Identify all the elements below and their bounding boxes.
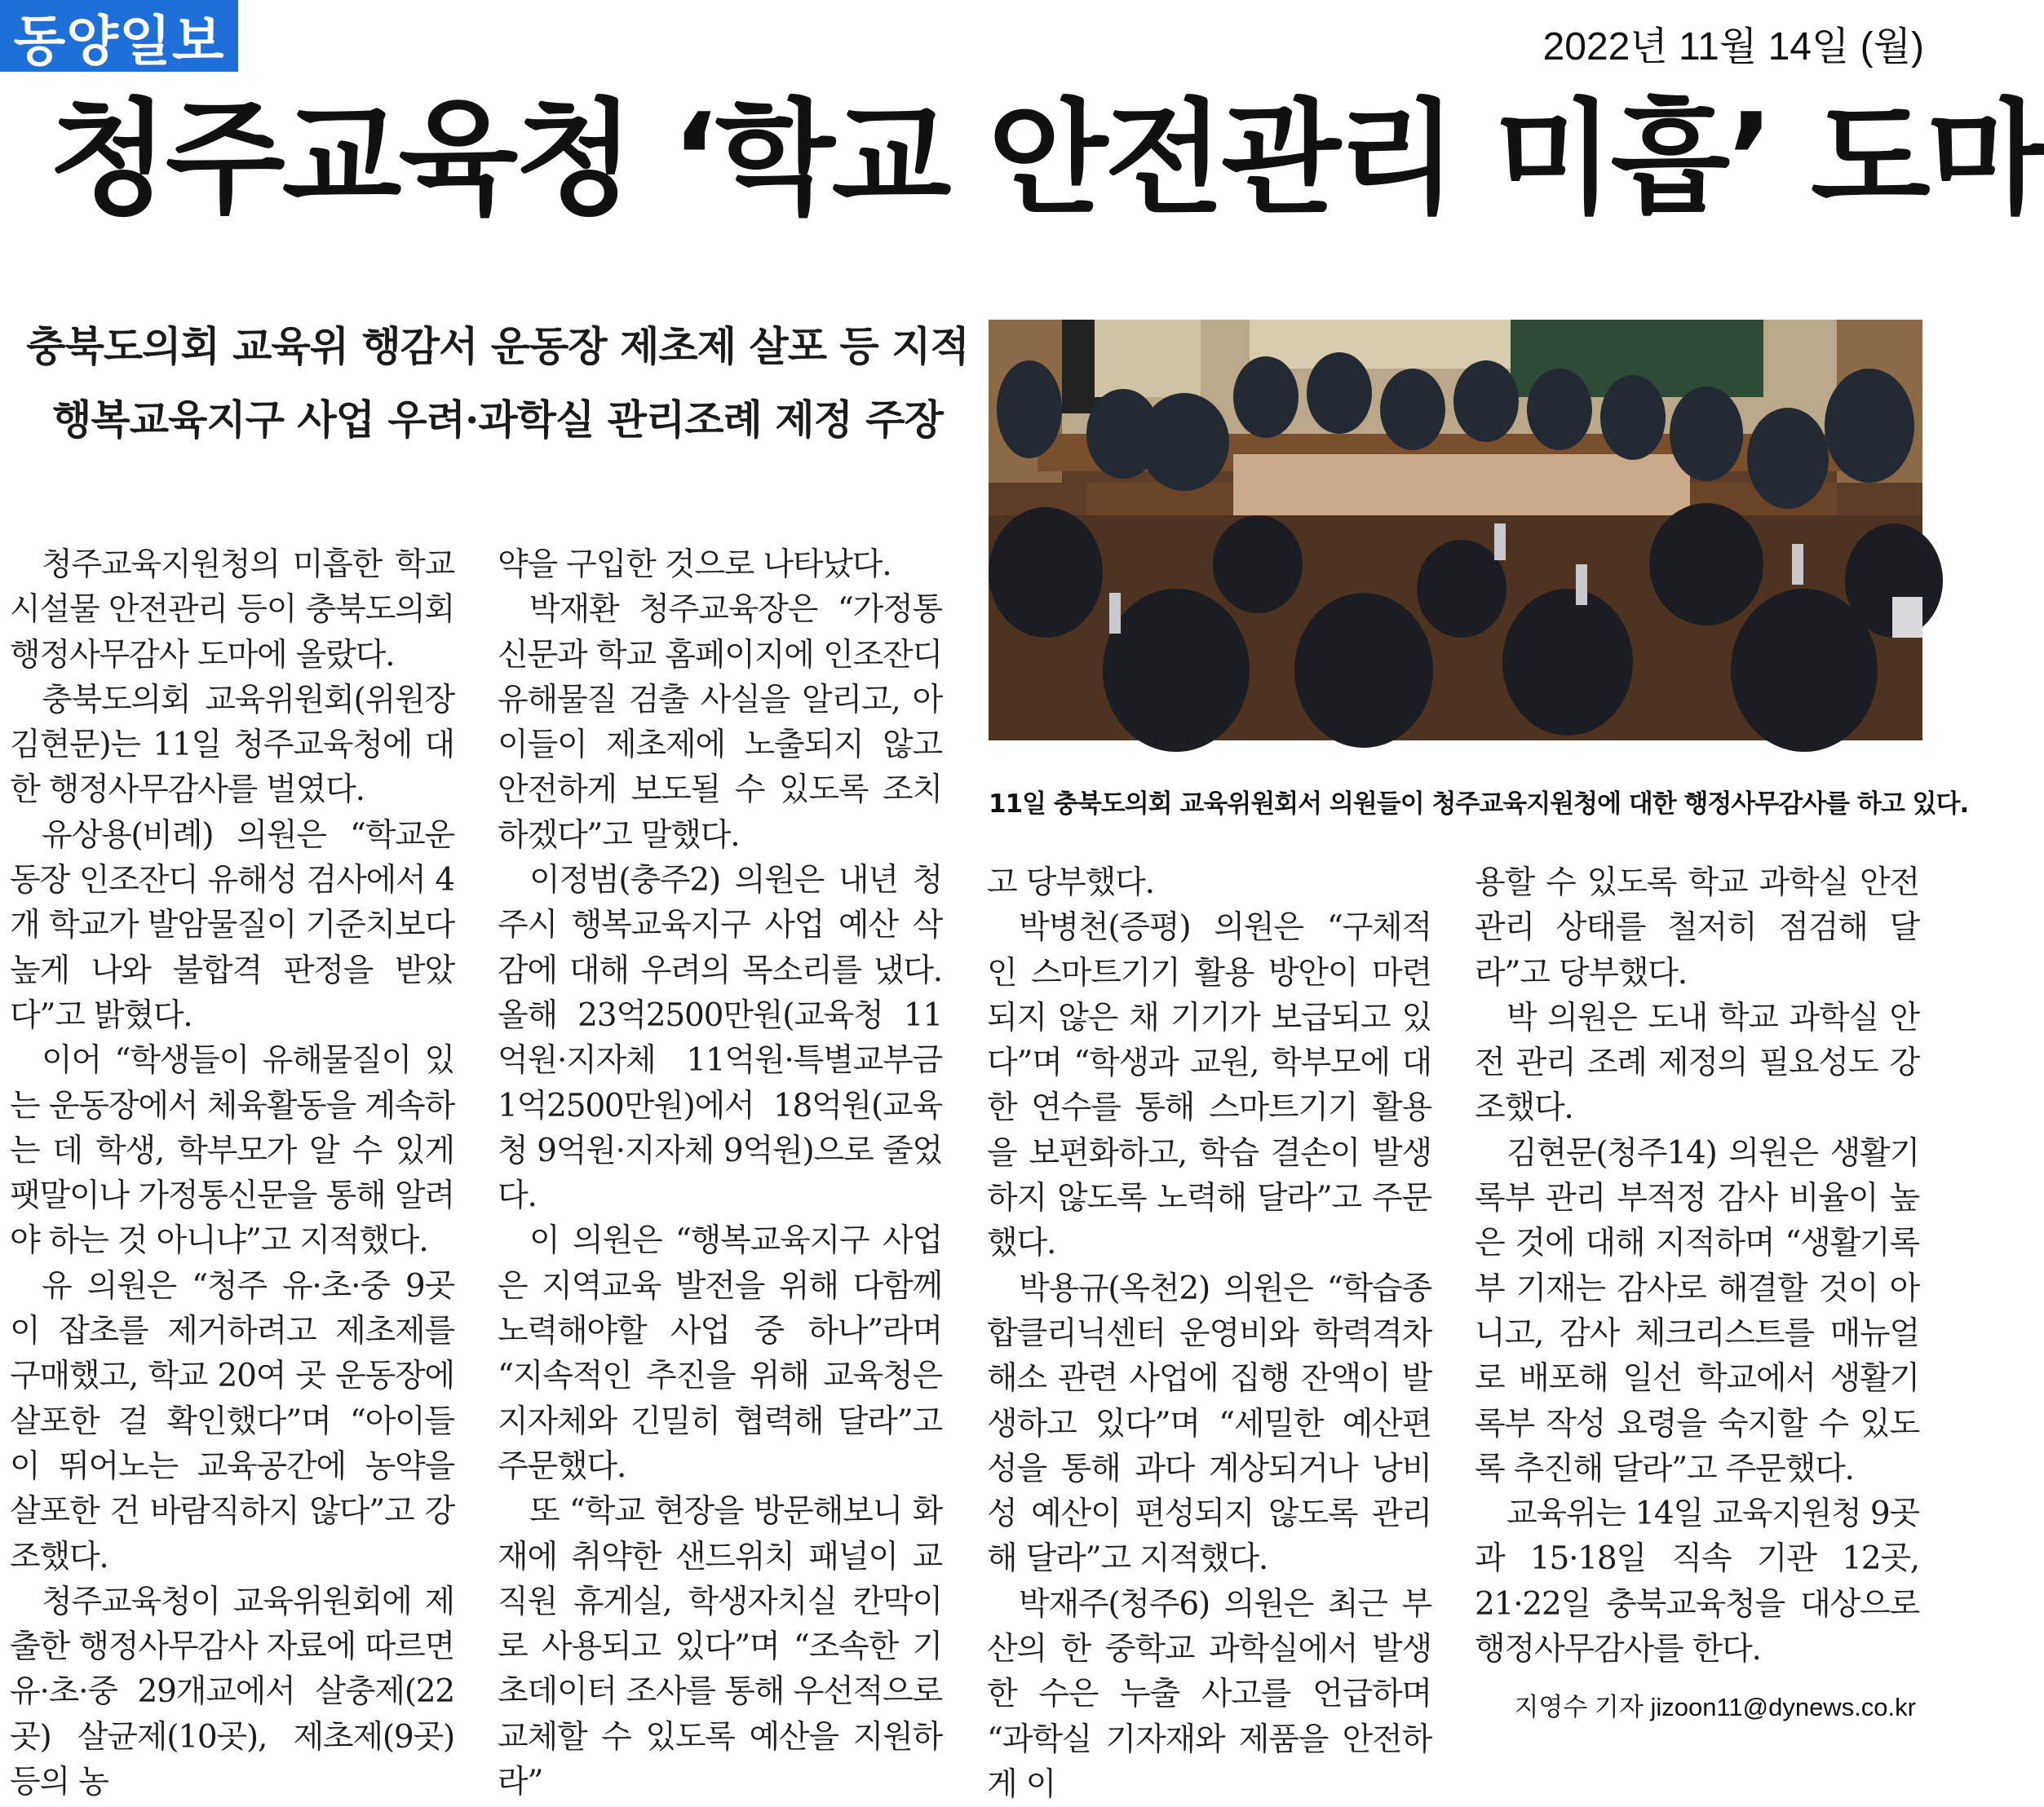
paragraph-continued: 약을 구입한 것으로 나타났다. bbox=[498, 546, 891, 583]
photo-illustration bbox=[989, 320, 1922, 740]
paragraph: 박재주(청주6) 의원은 최근 부산의 한 중학교 과학실에서 발생한 수은 누출 사고를 언급하며 “과학실 기자재와 제품을 안전하게 이 bbox=[987, 1585, 1431, 1803]
paragraph: 유상용(비례) 의원은 “학교운동장 인조잔디 유해성 검사에서 4개 학교가 발암물질이 기준치보다 높게 나와 불합격 판정을 받았다”고 밝혔다. bbox=[10, 816, 454, 1034]
article-headline: 청주교육청 ‘학교 안전관리 미흡’ 도마 bbox=[49, 86, 2044, 231]
subheadline-1: 충북도의회 교육위 행감서 운동장 제초제 살포 등 지적 bbox=[26, 322, 969, 370]
body-column-3 bbox=[987, 860, 1431, 1803]
paragraph: 충북도의회 교육위원회(위원장 김현문)는 11일 청주교육청에 대한 행정사무감사를 벌였다. bbox=[10, 681, 454, 809]
paragraph: 유 의원은 “청주 유·초·중 9곳이 잡초를 제거하려고 제초제를 구매했고, 학교 20여 곳 운동장에 살포한 걸 확인했다”며 “아이들이 뛰어노는 교육공간에 농약을 살포한 건 바람직하지 않다”고 강조했다. bbox=[10, 1267, 454, 1575]
paragraph: 또 “학교 현장을 방문해보니 화재에 취약한 샌드위치 패널이 교직원 휴게실, 학생자치실 칸막이로 사용되고 있다”며 “조속한 기초데이터 조사를 통해 우선적으로 교체할 수 있도록 예산을 지원하라” bbox=[498, 1493, 942, 1801]
subheadline-2: 행복교육지구 사업 우려·과학실 관리조례 제정 주장 bbox=[52, 395, 943, 444]
paragraph: 이 의원은 “행복교육지구 사업은 지역교육 발전을 위해 다함께 노력해야할 사업 중 하나”라며 “지속적인 추진을 위해 교육청은 지자체와 긴밀히 협력해 달라”고 주문했다. bbox=[498, 1222, 942, 1485]
paragraph: 박용규(옥천2) 의원은 “학습종합클리닉센터 운영비와 학력격차 해소 관련 사업에 집행 잔액이 발생하고 있다”며 “세밀한 예산편성을 통해 과다 계상되거나 낭비성 예산이 편성되지 않도록 관리해 달라”고 지적했다. bbox=[987, 1270, 1431, 1578]
paragraph: 교육위는 14일 교육지원청 9곳과 15·18일 직속 기관 12곳, 21·22일 충북교육청을 대상으로 행정사무감사를 한다. bbox=[1475, 1496, 1919, 1668]
photo-caption: 11일 충북도의회 교육위원회서 의원들이 청주교육지원청에 대한 행정사무감사를 하고 있다. bbox=[989, 789, 1969, 819]
body-column-4 bbox=[1475, 860, 1919, 1668]
publication-date: 2022년 11월 14일 (월) bbox=[1542, 25, 1924, 68]
news-photo-council-meeting bbox=[989, 320, 1922, 740]
paragraph: 박 의원은 도내 학교 과학실 안전 관리 조례 제정의 필요성도 강조했다. bbox=[1475, 999, 1919, 1127]
paragraph: 박재환 청주교육장은 “가정통신문과 학교 홈페이지에 인조잔디 유해물질 검출 사실을 알리고, 아이들이 제초제에 노출되지 않고 안전하게 보도될 수 있도록 조치하겠다”고 말했다. bbox=[498, 591, 942, 854]
body-column-1 bbox=[10, 542, 454, 1801]
reporter-byline: 지영수 기자 jizoon11@dynews.co.kr bbox=[1514, 1693, 1916, 1721]
paragraph: 이어 “학생들이 유해물질이 있는 운동장에서 체육활동을 계속하는 데 학생, 학부모가 알 수 있게 팻말이나 가정통신문을 통해 알려야 하는 것 아니냐”고 지적했다. bbox=[10, 1042, 454, 1260]
paragraph-continued: 고 당부했다. bbox=[987, 864, 1154, 901]
paragraph: 청주교육지원청의 미흡한 학교 시설물 안전관리 등이 충북도의회 행정사무감사 도마에 올랐다. bbox=[10, 546, 454, 674]
body-column-2 bbox=[498, 542, 942, 1801]
paragraph: 박병천(증평) 의원은 “구체적인 스마트기기 활용 방안이 마련되지 않은 채 기기가 보급되고 있다”며 “학생과 교원, 학부모에 대한 연수를 통해 스마트기기 활용을 보편화하고, 학습 결손이 발생하지 않도록 노력해 달라”고 주문했다. bbox=[987, 909, 1431, 1262]
newspaper-logo: 동양일보 bbox=[0, 0, 238, 72]
paragraph: 이정범(충주2) 의원은 내년 청주시 행복교육지구 사업 예산 삭감에 대해 우려의 목소리를 냈다. 올해 23억2500만원(교육청 11억원·지자체 11억원·특별교부금 1억2500만원)에서 18억원(교육청 9억원·지자체 9억원)으로 줄었다. bbox=[498, 862, 942, 1215]
paragraph: 김현문(청주14) 의원은 생활기록부 관리 부적정 감사 비율이 높은 것에 대해 지적하며 “생활기록부 기재는 감사로 해결할 것이 아니고, 감사 체크리스트를 매뉴얼로 배포해 일선 학교에서 생활기록부 작성 요령을 숙지할 수 있도록 추진해 달라”고 주문했다. bbox=[1475, 1134, 1919, 1487]
paragraph: 청주교육청이 교육위원회에 제출한 행정사무감사 자료에 따르면 유·초·중 29개교에서 살충제(22곳) 살균제(10곳), 제초제(9곳) 등의 농 bbox=[10, 1583, 454, 1801]
paragraph-continued: 용할 수 있도록 학교 과학실 안전관리 상태를 철저히 점검해 달라”고 당부했다. bbox=[1475, 864, 1919, 992]
